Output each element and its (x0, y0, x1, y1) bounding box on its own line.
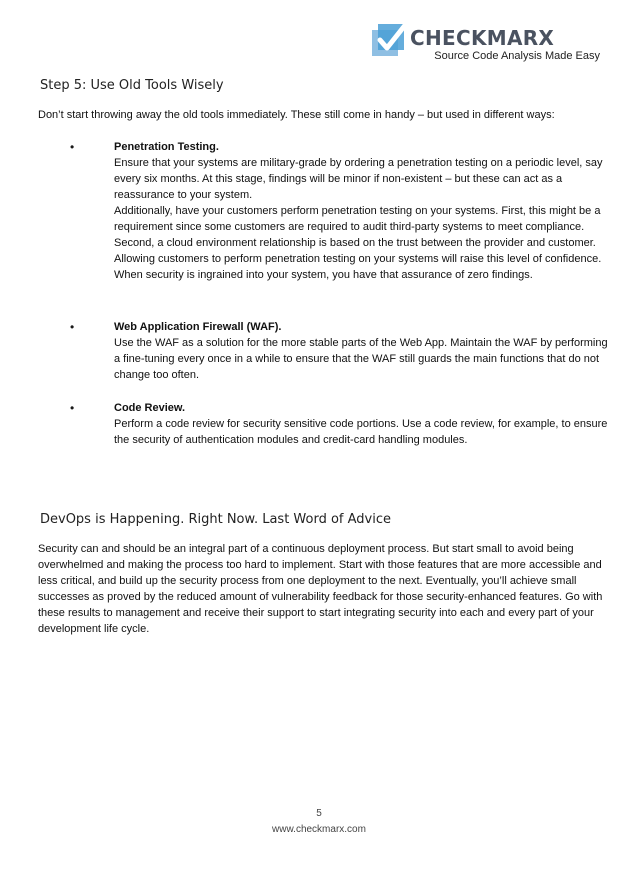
bullet-dot-icon: • (70, 140, 75, 154)
checkmarx-logo (370, 20, 600, 70)
bullet-paragraph: Perform a code review for security sensitive code portions. Use a code review, for example, to ensure the security of authentication modules and credit-card handling modules. (114, 418, 608, 446)
section-heading-step5: Step 5: Use Old Tools Wisely (40, 78, 224, 93)
footer-url: www.checkmarx.com (272, 824, 366, 835)
advice-paragraph: Security can and should be an integral part of a continuous deployment process. But start small to avoid being overwhelmed and making the process too hard to implement. Start with those features that are more accessible and less critical, and build up the security process from one deployment to the next. Eventually, you’ll achieve small successes as proved by the reduced amount of vulnerability feedback for those security-enhanced features. Go with these results to management and receive their support to start integrating security into each and every part of your development life cycle. (38, 543, 603, 635)
bullet-dot-icon: • (70, 401, 75, 415)
intro-paragraph: Don’t start throwing away the old tools immediately. These still come in handy – but used in different ways: (38, 109, 555, 121)
section-heading-advice: DevOps is Happening. Right Now. Last Word of Advice (40, 512, 391, 527)
page-number: 5 (316, 808, 322, 819)
checkmark-icon (370, 20, 410, 60)
bullet-title: Web Application Firewall (WAF). (114, 321, 282, 333)
bullet-paragraph: Use the WAF as a solution for the more stable parts of the Web App. Maintain the WAF by performing a fine-tuning every once in a while to ensure that the WAF still guards the main functions that do not change too often. (114, 337, 608, 381)
bullet-paragraph: Ensure that your systems are military-grade by ordering a penetration testing on a periodic level, say every six months. At this stage, findings will be minor if non-existent – but these can act as a reassurance to your system. (114, 157, 603, 201)
bullet-dot-icon: • (70, 320, 75, 334)
brand-name: CHECKMARX (410, 26, 555, 50)
bullet-title: Code Review. (114, 402, 186, 414)
bullet-title: Penetration Testing. (114, 141, 219, 153)
bullet-paragraph: Additionally, have your customers perform penetration testing on your systems. First, this might be a requirement since some customers are required to audit third-party systems to meet compliance. Second, a cloud environment relationship is based on the trust between the provider and customer. Allowing customers to perform penetration testing on your systems will raise this level of confidence. When security is ingrained into your system, you have that assurance of zero findings. (114, 205, 602, 281)
brand-tagline: Source Code Analysis Made Easy (434, 50, 600, 62)
